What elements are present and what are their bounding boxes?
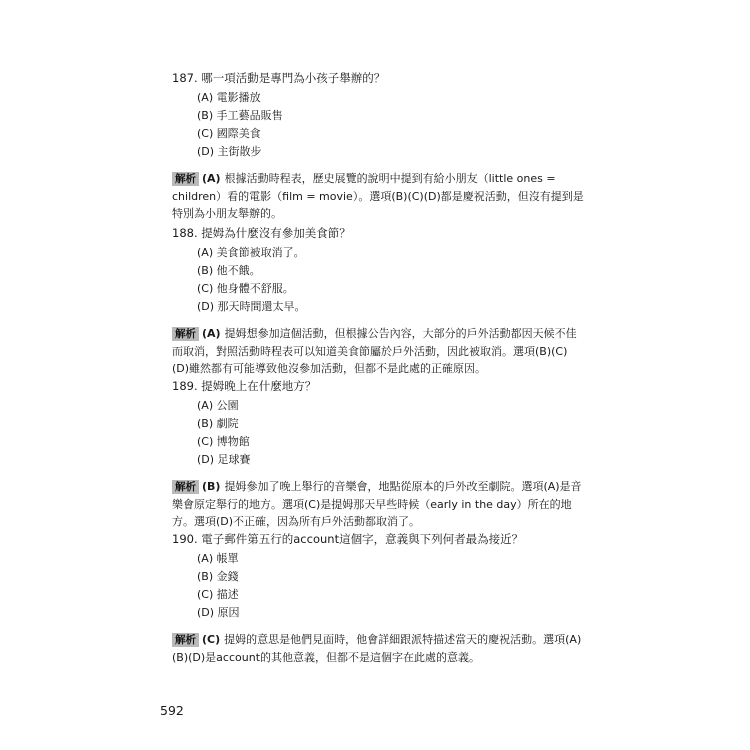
option-d: (D) 那天時間還太早。 [197, 300, 306, 313]
option-b: (B) 他不餓。 [197, 264, 261, 277]
explanation [172, 170, 584, 223]
option-a: (A) 公園 [197, 399, 239, 412]
option-d: (D) 原因 [197, 606, 240, 619]
explanation-text: 根據活動時程表，歷史展覽的說明中提到有給小朋友（little ones = children）看的電影（film = movie）。選項(B)(C)(D)都是慶祝活動，但沒有提到是特別為小朋友舉辦的。 [172, 172, 584, 220]
option-c: (C) 他身體不舒服。 [197, 282, 294, 295]
question-188 [172, 225, 592, 378]
option-list [197, 397, 592, 469]
option-a: (A) 帳單 [197, 552, 239, 565]
question-190 [172, 531, 592, 666]
question-189 [172, 378, 592, 531]
explanation [172, 478, 584, 531]
question-title: 189. 提姆晚上在什麼地方？ [172, 379, 317, 393]
explanation-tag: 解析 [172, 633, 199, 647]
page-number: 592 [160, 703, 184, 718]
explanation-tag: 解析 [172, 327, 199, 341]
explanation-text: 提姆參加了晚上舉行的音樂會，地點從原本的戶外改至劇院。選項(A)是音樂會原定舉行的地方。選項(C)是提姆那天早些時候（early in the day）所在的地方。選項(D)不正確，因為所有戶外活動都取消了。 [172, 480, 582, 528]
option-b: (B) 手工藝品販售 [197, 109, 283, 122]
option-d: (D) 足球賽 [197, 453, 251, 466]
explanation-text: 提姆的意思是他們見面時，他會詳細跟派特描述當天的慶祝活動。選項(A)(B)(D)是account的其他意義，但都不是這個字在此處的意義。 [172, 633, 582, 664]
option-a: (A) 電影播放 [197, 91, 261, 104]
explanation-text: 提姆想參加這個活動，但根據公告內容，大部分的戶外活動都因天候不佳而取消，對照活動時程表可以知道美食節屬於戶外活動，因此被取消。選項(B)(C)(D)雖然都有可能導致他沒參加活動，但都不是此處的正確原因。 [172, 327, 577, 375]
option-a: (A) 美食節被取消了。 [197, 246, 305, 259]
question-title: 187. 哪一項活動是專門為小孩子舉辦的？ [172, 71, 386, 85]
option-c: (C) 博物館 [197, 435, 250, 448]
explanation-tag: 解析 [172, 172, 199, 186]
answer-label: (A) [202, 172, 221, 185]
answer-label: (C) [202, 633, 221, 646]
option-c: (C) 描述 [197, 588, 239, 601]
explanation [172, 325, 584, 378]
answer-label: (A) [202, 327, 221, 340]
option-list [197, 550, 592, 622]
explanation-tag: 解析 [172, 480, 199, 494]
answer-label: (B) [202, 480, 221, 493]
question-title: 190. 電子郵件第五行的account這個字，意義與下列何者最為接近？ [172, 532, 524, 546]
explanation [172, 631, 584, 666]
question-187 [172, 70, 592, 223]
option-list [197, 244, 592, 316]
option-b: (B) 劇院 [197, 417, 239, 430]
option-d: (D) 主街散步 [197, 145, 262, 158]
option-b: (B) 金錢 [197, 570, 239, 583]
option-c: (C) 國際美食 [197, 127, 261, 140]
question-title: 188. 提姆為什麼沒有參加美食節？ [172, 226, 351, 240]
option-list [197, 89, 592, 161]
